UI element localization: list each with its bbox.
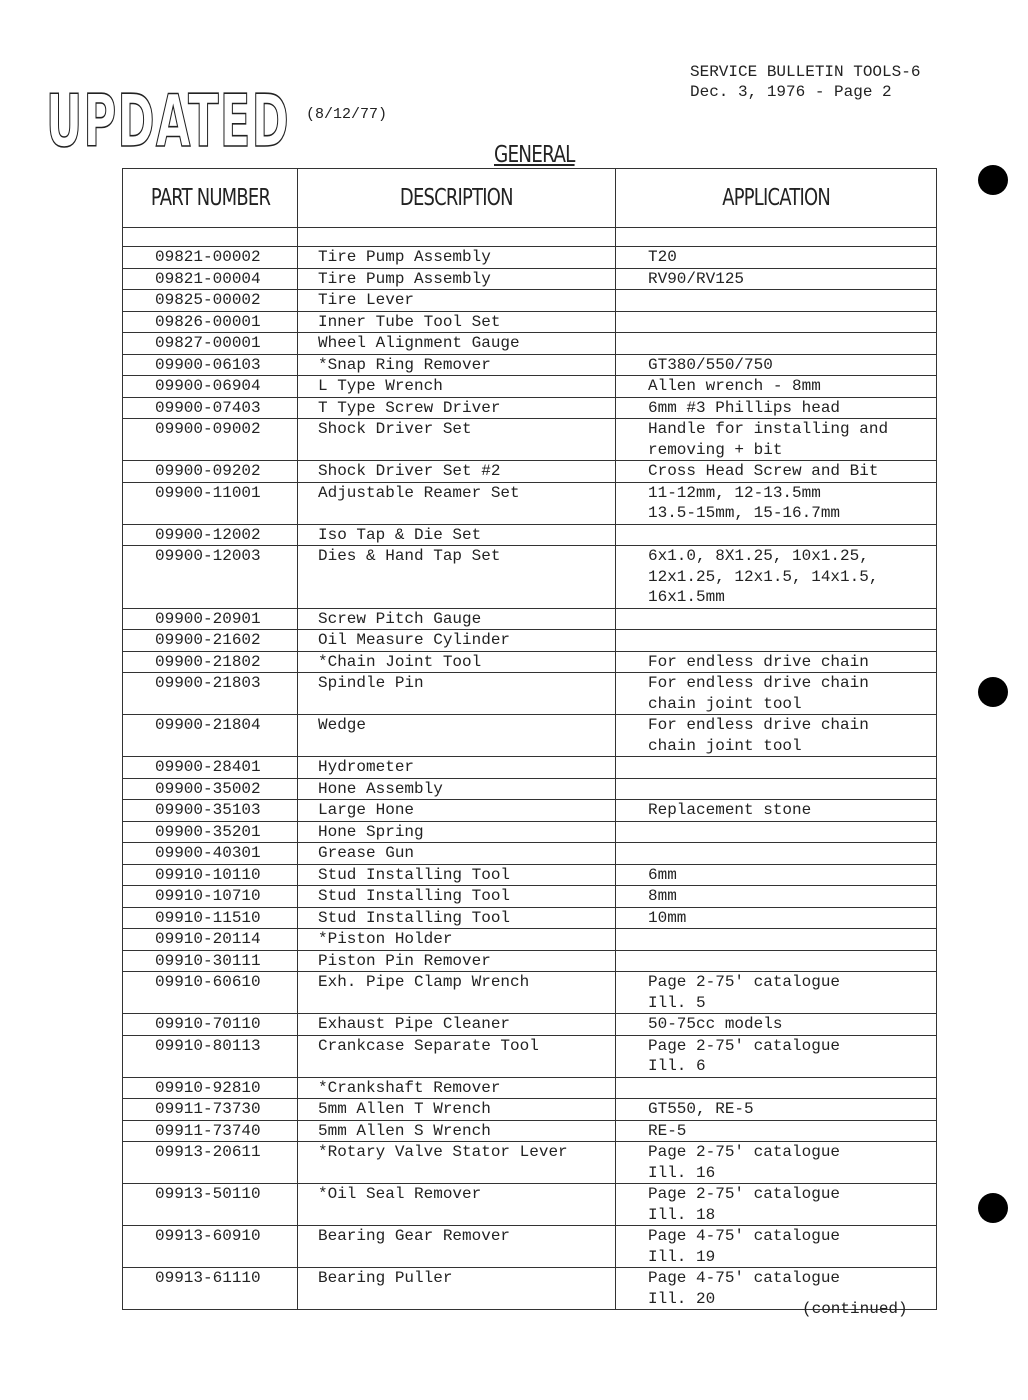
- table-row: [123, 247, 937, 269]
- table-row: [123, 1226, 937, 1268]
- application-cell: Page 2-75' catalogue Ill. 16: [616, 1142, 937, 1184]
- part-number-cell: 09910-80113: [123, 1035, 298, 1077]
- part-number-cell: 09910-92810: [123, 1077, 298, 1099]
- description-cell: Bearing Puller: [298, 1268, 616, 1310]
- application-cell: RV90/RV125: [616, 268, 937, 290]
- bulletin-header: [690, 62, 920, 102]
- stamp-date: (8/12/77): [306, 106, 388, 123]
- application-cell: GT550, RE-5: [616, 1099, 937, 1121]
- table-row: [123, 950, 937, 972]
- part-number-cell: 09900-35201: [123, 821, 298, 843]
- part-number-cell: 09913-61110: [123, 1268, 298, 1310]
- application-cell: RE-5: [616, 1120, 937, 1142]
- table-row: [123, 800, 937, 822]
- part-number-cell: 09913-60910: [123, 1226, 298, 1268]
- table-row: [123, 757, 937, 779]
- description-cell: Stud Installing Tool: [298, 864, 616, 886]
- description-cell: *Snap Ring Remover: [298, 354, 616, 376]
- application-cell: For endless drive chain chain joint tool: [616, 715, 937, 757]
- punch-hole: [978, 165, 1008, 195]
- part-number-cell: 09913-50110: [123, 1184, 298, 1226]
- application-cell: GT380/550/750: [616, 354, 937, 376]
- part-number-cell: 09900-11001: [123, 482, 298, 524]
- part-number-cell: 09900-09002: [123, 419, 298, 461]
- part-number-cell: 09900-12003: [123, 546, 298, 609]
- application-cell: Page 2-75' catalogue Ill. 6: [616, 1035, 937, 1077]
- table-row: [123, 397, 937, 419]
- description-cell: *Rotary Valve Stator Lever: [298, 1142, 616, 1184]
- application-cell: Page 2-75' catalogue Ill. 5: [616, 972, 937, 1014]
- application-cell: 6mm #3 Phillips head: [616, 397, 937, 419]
- description-cell: Adjustable Reamer Set: [298, 482, 616, 524]
- application-cell: [616, 524, 937, 546]
- table-row: [123, 1184, 937, 1226]
- table-row: [123, 843, 937, 865]
- part-number-cell: 09900-09202: [123, 461, 298, 483]
- table-row: [123, 354, 937, 376]
- part-number-cell: 09900-07403: [123, 397, 298, 419]
- part-number-cell: 09825-00002: [123, 290, 298, 312]
- part-number-cell: 09910-30111: [123, 950, 298, 972]
- table-row: [123, 546, 937, 609]
- part-number-cell: 09900-40301: [123, 843, 298, 865]
- header-application: APPLICATION: [616, 169, 937, 228]
- bulletin-title: SERVICE BULLETIN TOOLS-6: [690, 63, 921, 81]
- table-row: [123, 311, 937, 333]
- application-cell: 50-75cc models: [616, 1014, 937, 1036]
- updated-stamp: [44, 80, 294, 156]
- part-number-cell: 09900-21802: [123, 651, 298, 673]
- application-cell: [616, 333, 937, 355]
- header-description: DESCRIPTION: [298, 169, 616, 228]
- table-header-row: [123, 169, 937, 228]
- part-number-cell: 09900-35002: [123, 778, 298, 800]
- part-number-cell: 09910-60610: [123, 972, 298, 1014]
- part-number-cell: 09910-10710: [123, 886, 298, 908]
- description-cell: Spindle Pin: [298, 673, 616, 715]
- application-cell: [616, 1077, 937, 1099]
- application-cell: 6mm: [616, 864, 937, 886]
- part-number-cell: 09900-20901: [123, 608, 298, 630]
- description-cell: *Crankshaft Remover: [298, 1077, 616, 1099]
- application-cell: [616, 608, 937, 630]
- description-cell: Piston Pin Remover: [298, 950, 616, 972]
- part-number-cell: 09826-00001: [123, 311, 298, 333]
- table-row: [123, 778, 937, 800]
- application-cell: [616, 311, 937, 333]
- description-cell: 5mm Allen S Wrench: [298, 1120, 616, 1142]
- table-row: [123, 651, 937, 673]
- table-row: [123, 608, 937, 630]
- punch-hole: [978, 1193, 1008, 1223]
- part-number-cell: 09900-21804: [123, 715, 298, 757]
- description-cell: Shock Driver Set: [298, 419, 616, 461]
- description-cell: Oil Measure Cylinder: [298, 630, 616, 652]
- bulletin-date-page: Dec. 3, 1976 - Page 2: [690, 83, 892, 101]
- part-number-cell: 09910-10110: [123, 864, 298, 886]
- application-cell: Page 4-75' catalogue Ill. 20: [616, 1268, 937, 1310]
- part-number-cell: 09910-11510: [123, 907, 298, 929]
- table-row: [123, 864, 937, 886]
- table-row: [123, 1099, 937, 1121]
- application-cell: Handle for installing and removing + bit: [616, 419, 937, 461]
- description-cell: Large Hone: [298, 800, 616, 822]
- application-cell: 11-12mm, 12-13.5mm 13.5-15mm, 15-16.7mm: [616, 482, 937, 524]
- description-cell: Exh. Pipe Clamp Wrench: [298, 972, 616, 1014]
- description-cell: Crankcase Separate Tool: [298, 1035, 616, 1077]
- table-row: [123, 524, 937, 546]
- description-cell: Wedge: [298, 715, 616, 757]
- description-cell: Stud Installing Tool: [298, 907, 616, 929]
- part-number-cell: 09900-12002: [123, 524, 298, 546]
- description-cell: Wheel Alignment Gauge: [298, 333, 616, 355]
- description-cell: T Type Screw Driver: [298, 397, 616, 419]
- application-cell: Cross Head Screw and Bit: [616, 461, 937, 483]
- part-number-cell: 09911-73730: [123, 1099, 298, 1121]
- table-row: [123, 972, 937, 1014]
- description-cell: Shock Driver Set #2: [298, 461, 616, 483]
- description-cell: Bearing Gear Remover: [298, 1226, 616, 1268]
- description-cell: Stud Installing Tool: [298, 886, 616, 908]
- part-number-cell: 09821-00002: [123, 247, 298, 269]
- description-cell: L Type Wrench: [298, 376, 616, 398]
- application-cell: Page 2-75' catalogue Ill. 18: [616, 1184, 937, 1226]
- part-number-cell: 09910-20114: [123, 929, 298, 951]
- part-number-cell: 09900-21602: [123, 630, 298, 652]
- table-row: [123, 907, 937, 929]
- table-row: [123, 461, 937, 483]
- application-cell: [616, 843, 937, 865]
- description-cell: Tire Pump Assembly: [298, 268, 616, 290]
- part-number-cell: 09900-06103: [123, 354, 298, 376]
- description-cell: Iso Tap & Die Set: [298, 524, 616, 546]
- part-number-cell: 09910-70110: [123, 1014, 298, 1036]
- parts-table: [122, 168, 937, 1310]
- part-number-cell: 09900-06904: [123, 376, 298, 398]
- description-cell: Screw Pitch Gauge: [298, 608, 616, 630]
- description-cell: Inner Tube Tool Set: [298, 311, 616, 333]
- application-cell: [616, 630, 937, 652]
- part-number-cell: 09900-28401: [123, 757, 298, 779]
- part-number-cell: 09900-21803: [123, 673, 298, 715]
- table-row: [123, 268, 937, 290]
- description-cell: Hone Assembly: [298, 778, 616, 800]
- table-row: [123, 886, 937, 908]
- application-cell: Allen wrench - 8mm: [616, 376, 937, 398]
- description-cell: Dies & Hand Tap Set: [298, 546, 616, 609]
- table-row: [123, 419, 937, 461]
- description-cell: *Oil Seal Remover: [298, 1184, 616, 1226]
- part-number-cell: 09900-35103: [123, 800, 298, 822]
- table-row: [123, 630, 937, 652]
- description-cell: *Chain Joint Tool: [298, 651, 616, 673]
- table-row: [123, 1035, 937, 1077]
- table-spacer-row: [123, 228, 937, 247]
- application-cell: For endless drive chain chain joint tool: [616, 673, 937, 715]
- description-cell: Hydrometer: [298, 757, 616, 779]
- application-cell: Replacement stone: [616, 800, 937, 822]
- application-cell: [616, 929, 937, 951]
- description-cell: Tire Pump Assembly: [298, 247, 616, 269]
- application-cell: 6x1.0, 8X1.25, 10x1.25, 12x1.25, 12x1.5, 14x1.5, 16x1.5mm: [616, 546, 937, 609]
- description-cell: Grease Gun: [298, 843, 616, 865]
- table-row: [123, 1014, 937, 1036]
- table-row: [123, 821, 937, 843]
- application-cell: For endless drive chain: [616, 651, 937, 673]
- application-cell: T20: [616, 247, 937, 269]
- application-cell: Page 4-75' catalogue Ill. 19: [616, 1226, 937, 1268]
- application-cell: [616, 821, 937, 843]
- description-cell: Tire Lever: [298, 290, 616, 312]
- table-row: [123, 1120, 937, 1142]
- updated-stamp-graphic: [44, 80, 294, 156]
- section-title: GENERAL: [494, 142, 575, 168]
- part-number-cell: 09913-20611: [123, 1142, 298, 1184]
- table-row: [123, 1142, 937, 1184]
- punch-hole: [978, 677, 1008, 707]
- part-number-cell: 09821-00004: [123, 268, 298, 290]
- part-number-cell: 09911-73740: [123, 1120, 298, 1142]
- table-row: [123, 929, 937, 951]
- continued-note: (continued): [802, 1300, 908, 1318]
- table-row: [123, 1077, 937, 1099]
- description-cell: 5mm Allen T Wrench: [298, 1099, 616, 1121]
- application-cell: [616, 950, 937, 972]
- application-cell: 8mm: [616, 886, 937, 908]
- table-row: [123, 290, 937, 312]
- table-row: [123, 715, 937, 757]
- updated-stamp-text: UPDATED: [46, 80, 290, 156]
- application-cell: 10mm: [616, 907, 937, 929]
- header-part-number: PART NUMBER: [123, 169, 298, 228]
- description-cell: Hone Spring: [298, 821, 616, 843]
- application-cell: [616, 757, 937, 779]
- table-row: [123, 333, 937, 355]
- part-number-cell: 09827-00001: [123, 333, 298, 355]
- table-row: [123, 482, 937, 524]
- table-row: [123, 673, 937, 715]
- description-cell: *Piston Holder: [298, 929, 616, 951]
- table-row: [123, 376, 937, 398]
- description-cell: Exhaust Pipe Cleaner: [298, 1014, 616, 1036]
- application-cell: [616, 290, 937, 312]
- application-cell: [616, 778, 937, 800]
